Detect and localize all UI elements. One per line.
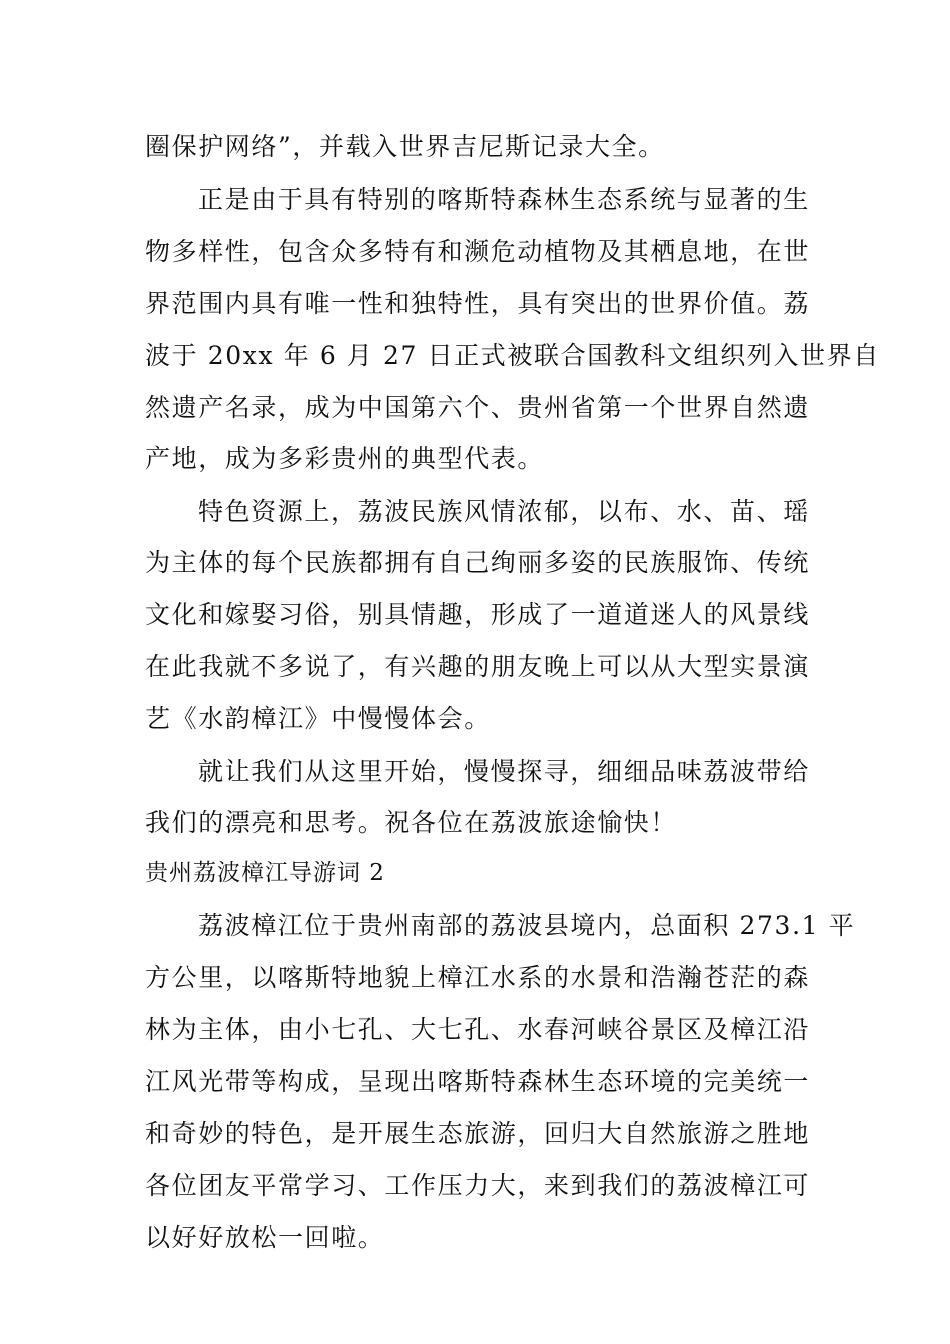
paragraph-line: 特色资源上，荔波民族风情浓郁，以布、水、苗、瑶 — [198, 497, 810, 526]
paragraph-line: 就让我们从这里开始，慢慢探寻，细细品味荔波带给 — [198, 757, 810, 786]
paragraph-line: 然遗产名录，成为中国第六个、贵州省第一个世界自然遗 — [145, 393, 811, 422]
paragraph-line: 方公里，以喀斯特地貌上樟江水系的水景和浩瀚苍茫的森 — [145, 963, 811, 992]
paragraph-line: 正是由于具有特别的喀斯特森林生态系统与显著的生 — [198, 185, 810, 214]
paragraph-line: 为主体的每个民族都拥有自己绚丽多姿的民族服饰、传统 — [145, 548, 811, 577]
paragraph-line: 荔波樟江位于贵州南部的荔波县境内，总面积 273.1 平 — [198, 911, 856, 940]
paragraph-line: 我们的漂亮和思考。祝各位在荔波旅途愉快！ — [145, 808, 678, 837]
section-heading: 贵州荔波樟江导游词 2 — [145, 860, 385, 886]
paragraph-line: 在此我就不多说了，有兴趣的朋友晚上可以从大型实景演 — [145, 652, 811, 681]
paragraph-line: 艺《水韵樟江》中慢慢体会。 — [145, 704, 491, 733]
paragraph-line: 林为主体，由小七孔、大七孔、水春河峡谷景区及樟江沿 — [145, 1015, 811, 1044]
paragraph-line: 产地，成为多彩贵州的典型代表。 — [145, 444, 545, 473]
paragraph-line: 文化和嫁娶习俗，别具情趣，形成了一道道迷人的风景线 — [145, 600, 811, 629]
paragraph-line: 江风光带等构成，呈现出喀斯特森林生态环境的完美统一 — [145, 1067, 811, 1096]
paragraph-line: 物多样性，包含众多特有和濒危动植物及其栖息地，在世 — [145, 237, 811, 266]
paragraph-line: 以好好放松一回啦。 — [145, 1223, 385, 1252]
paragraph-line: 各位团友平常学习、工作压力大，来到我们的荔波樟江可 — [145, 1171, 811, 1200]
paragraph-line: 和奇妙的特色，是开展生态旅游，回归大自然旅游之胜地 — [145, 1119, 811, 1148]
paragraph-line: 界范围内具有唯一性和独特性，具有突出的世界价值。荔 — [145, 289, 811, 318]
paragraph-line: 圈保护网络”，并载入世界吉尼斯记录大全。 — [145, 132, 665, 161]
paragraph-line: 波于 20xx 年 6 月 27 日正式被联合国教科文组织列入世界自 — [145, 341, 880, 370]
